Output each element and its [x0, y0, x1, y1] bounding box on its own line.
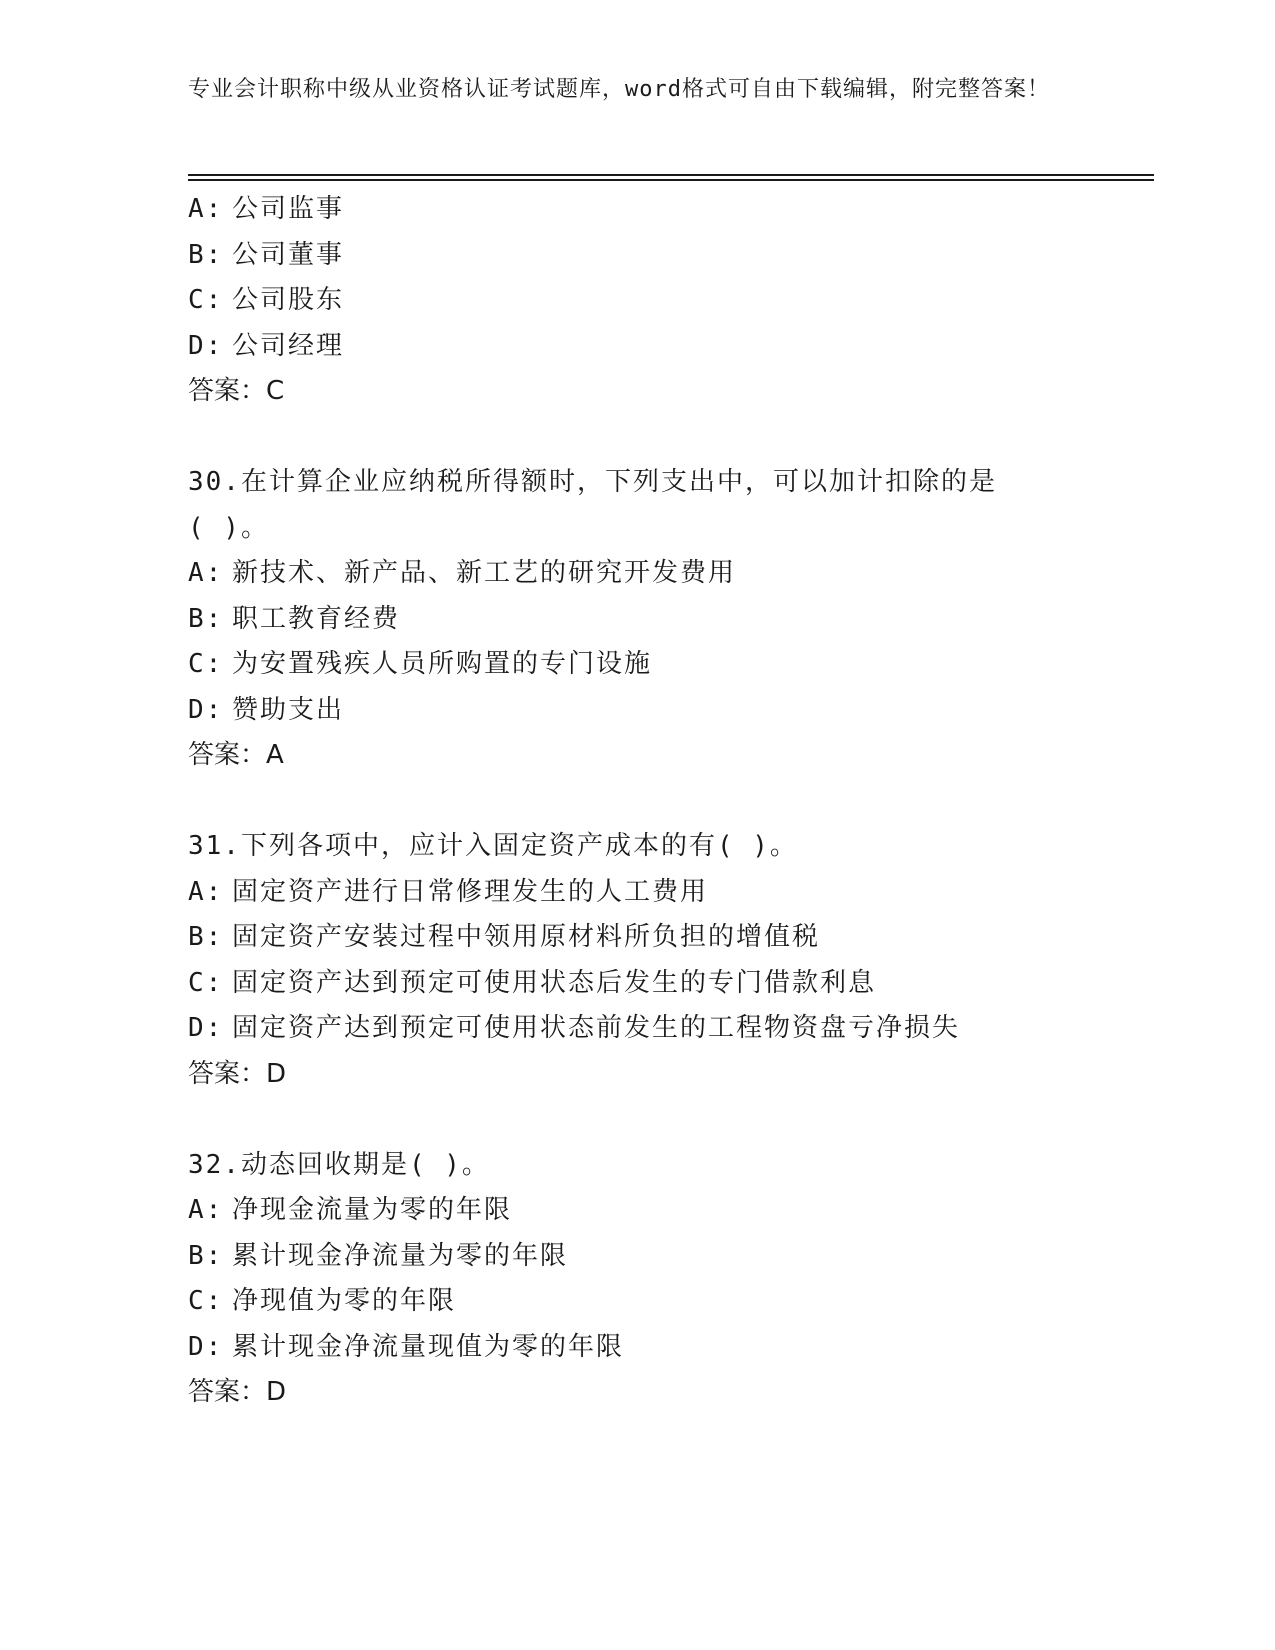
- option-label: B:: [188, 239, 224, 270]
- option-text: 累计现金净流量为零的年限: [232, 1240, 569, 1271]
- option-text: 净现值为零的年限: [232, 1286, 457, 1316]
- option-label: D:: [188, 330, 224, 361]
- option-label: D:: [188, 1013, 224, 1043]
- option-text: 为安置残疾人员所购置的专门设施: [232, 649, 653, 679]
- answer-line: 答案：C: [188, 376, 285, 406]
- option-label: D:: [188, 1331, 224, 1362]
- answer-line: 答案：D: [188, 1058, 287, 1089]
- option-text: 固定资产达到预定可使用状态后发生的专门借款利息: [232, 967, 877, 998]
- option-b: [188, 233, 1148, 279]
- answer-line: 答案：D: [188, 1377, 287, 1407]
- question-stem: 32.动态回收期是( )。: [188, 1149, 490, 1180]
- option-label: A:: [188, 876, 224, 907]
- option-text: 净现金流量为零的年限: [232, 1195, 513, 1225]
- option-d: [188, 324, 1148, 370]
- spacer: [188, 415, 1148, 461]
- answer-line: 答案：A: [188, 740, 284, 770]
- question-list: [188, 187, 1148, 1416]
- question-stem: 30.在计算企业应纳税所得额时，下列支出中，可以加计扣除的是: [188, 467, 997, 497]
- header-rule-bottom: [188, 179, 1154, 181]
- option-a: [188, 870, 1148, 916]
- option-b: [188, 1234, 1148, 1280]
- question-stem-continuation: ( )。: [188, 512, 269, 543]
- option-a: [188, 1188, 1148, 1234]
- option-label: D:: [188, 694, 224, 725]
- option-a: [188, 187, 1148, 233]
- option-label: B:: [188, 603, 224, 634]
- option-text: 固定资产安装过程中领用原材料所负担的增值税: [232, 922, 821, 952]
- option-text: 公司股东: [232, 285, 345, 315]
- option-c: [188, 642, 1148, 688]
- spacer: [188, 1097, 1148, 1143]
- option-text: 职工教育经费: [232, 603, 401, 634]
- option-text: 公司经理: [232, 330, 345, 361]
- option-c: [188, 1279, 1148, 1325]
- header-rule-top: [188, 174, 1154, 176]
- question-stem: 31.下列各项中，应计入固定资产成本的有( )。: [188, 831, 798, 861]
- option-text: 固定资产达到预定可使用状态前发生的工程物资盘亏净损失: [232, 1013, 961, 1043]
- option-label: A:: [188, 194, 224, 224]
- option-c: [188, 278, 1148, 324]
- option-label: A:: [188, 558, 224, 588]
- option-label: B:: [188, 1240, 224, 1271]
- option-label: A:: [188, 1195, 224, 1225]
- option-b: [188, 597, 1148, 643]
- option-text: 公司董事: [232, 239, 345, 270]
- option-label: B:: [188, 922, 224, 952]
- option-label: C:: [188, 649, 224, 679]
- option-c: [188, 961, 1148, 1007]
- option-text: 新技术、新产品、新工艺的研究开发费用: [232, 558, 737, 588]
- option-label: C:: [188, 285, 224, 315]
- option-text: 公司监事: [232, 194, 345, 224]
- option-label: C:: [188, 1286, 224, 1316]
- spacer: [188, 779, 1148, 825]
- option-d: [188, 1006, 1148, 1052]
- document-header: 专业会计职称中级从业资格认证考试题库，word格式可自由下载编辑，附完整答案！: [188, 77, 1050, 102]
- option-text: 赞助支出: [232, 694, 345, 725]
- option-d: [188, 688, 1148, 734]
- option-b: [188, 915, 1148, 961]
- option-label: C:: [188, 967, 224, 998]
- option-d: [188, 1325, 1148, 1371]
- option-text: 固定资产进行日常修理发生的人工费用: [232, 876, 709, 907]
- option-text: 累计现金净流量现值为零的年限: [232, 1331, 625, 1362]
- option-a: [188, 551, 1148, 597]
